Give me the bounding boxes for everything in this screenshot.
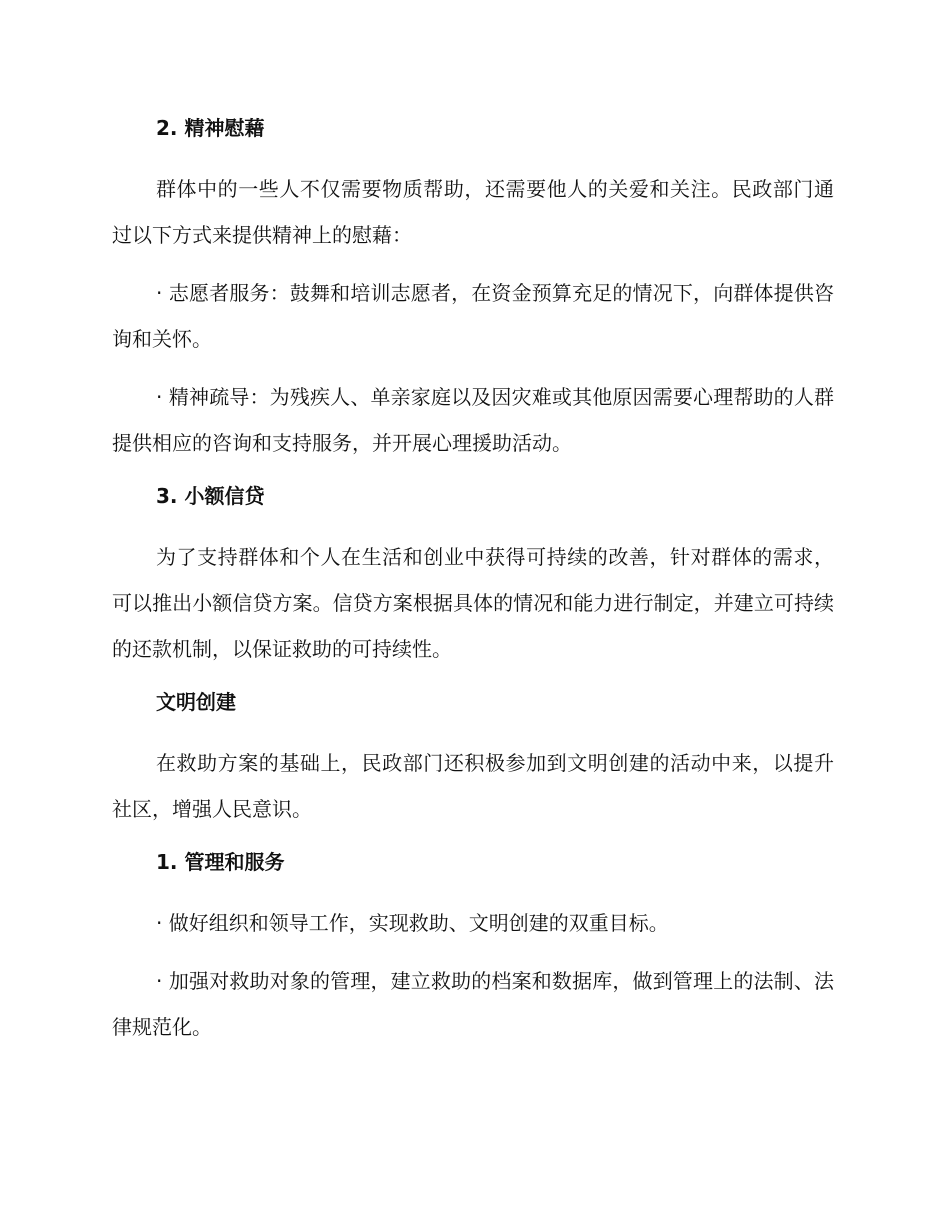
section-heading-management-service: 1. 管理和服务 [156, 850, 285, 874]
document-body [112, 110, 834, 1062]
bullet-volunteer-service: · 志愿者服务：鼓舞和培训志愿者，在资金预算充足的情况下，向群体提供咨询和关怀。 [112, 281, 834, 351]
bullet-organization-leadership: · 做好组织和领导工作，实现救助、文明创建的双重目标。 [156, 911, 669, 935]
paragraph-spiritual-intro: 群体中的一些人不仅需要物质帮助，还需要他人的关爱和关注。民政部门通过以下方式来提供精神上的慰藉： [112, 177, 834, 247]
paragraph-microcredit: 为了支持群体和个人在生活和创业中获得可持续的改善，针对群体的需求，可以推出小额信贷方案。信贷方案根据具体的情况和能力进行制定，并建立可持续的还款机制，以保证救助的可持续性。 [112, 545, 834, 661]
bullet-psychological-counseling: · 精神疏导：为残疾人、单亲家庭以及因灾难或其他原因需要心理帮助的人群提供相应的咨询和支持服务，并开展心理援助活动。 [112, 385, 834, 455]
section-heading-spiritual-comfort: 2. 精神慰藉 [156, 116, 265, 140]
section-heading-microcredit: 3. 小额信贷 [156, 484, 265, 508]
section-heading-civilization-building: 文明创建 [156, 690, 236, 714]
bullet-records-management: · 加强对救助对象的管理，建立救助的档案和数据库，做到管理上的法制、法律规范化。 [112, 969, 834, 1039]
paragraph-civilization-building: 在救助方案的基础上，民政部门还积极参加到文明创建的活动中来，以提升社区，增强人民意识。 [112, 751, 834, 821]
